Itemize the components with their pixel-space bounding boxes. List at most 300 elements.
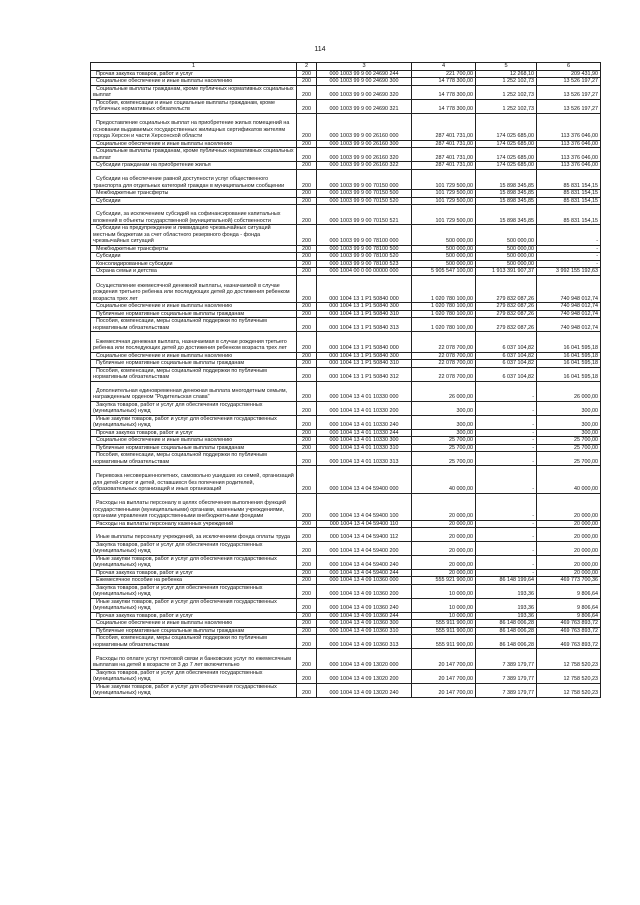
row-line-code: 200 — [297, 598, 317, 612]
row-executed-amount: - — [476, 520, 537, 528]
row-executed-amount: 279 832 087,26 — [476, 275, 537, 302]
row-approved-amount: 14 778 300,00 — [412, 85, 476, 99]
row-approved-amount: 10 000,00 — [412, 612, 476, 620]
table-row — [91, 352, 601, 360]
row-description: Расходы на выплаты персоналу казенных учреждений — [91, 520, 297, 528]
row-line-code: 200 — [297, 381, 317, 401]
row-approved-amount: 287 401 731,00 — [412, 148, 476, 162]
table-row — [91, 612, 601, 620]
row-executed-amount: - — [476, 401, 537, 415]
row-executed-amount: 500 000,00 — [476, 245, 537, 253]
row-classification-code: 000 1004 13 4 01 10330 300 — [317, 437, 412, 445]
row-approved-amount: 300,00 — [412, 401, 476, 415]
row-description: Прочая закупка товаров, работ и услуг — [91, 429, 297, 437]
row-classification-code: 000 1004 13 4 04 59400 100 — [317, 493, 412, 520]
row-line-code: 200 — [297, 620, 317, 628]
row-approved-amount: 287 401 731,00 — [412, 140, 476, 148]
row-remaining-amount: 16 041 595,18 — [537, 360, 601, 368]
table-row — [91, 683, 601, 697]
row-line-code: 200 — [297, 541, 317, 555]
row-remaining-amount: 13 526 197,27 — [537, 78, 601, 86]
row-executed-amount: 500 000,00 — [476, 260, 537, 268]
table-row — [91, 635, 601, 649]
row-executed-amount: 12 268,10 — [476, 70, 537, 78]
row-description: Дополнительная единовременная денежная выплата многодетным семьям, награжденным орденом "Родительская слава" — [91, 381, 297, 401]
row-description: Предоставление социальных выплат на приобретение жилых помещений на основании выдаваемых государственных жилищных сертификатов жителям города Херсон и части Херсонской области — [91, 113, 297, 140]
row-executed-amount: 193,36 — [476, 598, 537, 612]
row-remaining-amount: 20 000,00 — [537, 520, 601, 528]
row-remaining-amount: 740 948 012,74 — [537, 275, 601, 302]
row-line-code: 200 — [297, 452, 317, 466]
row-approved-amount: 500 000,00 — [412, 253, 476, 261]
table-row — [91, 148, 601, 162]
row-description: Прочая закупка товаров, работ и услуг — [91, 70, 297, 78]
row-description: Расходы на выплаты персоналу в целях обеспечения выполнения функций государственными (муниципальными) органами, казенными учреждениями, органами управления государственными внебюджетными фондами — [91, 493, 297, 520]
row-classification-code: 000 1004 13 1 P1 50840 300 — [317, 303, 412, 311]
row-remaining-amount: 3 992 155 192,63 — [537, 268, 601, 276]
row-classification-code: 000 1004 13 4 09 10360 000 — [317, 577, 412, 585]
row-classification-code: 000 1004 13 4 09 10360 313 — [317, 635, 412, 649]
row-approved-amount: 101 729 500,00 — [412, 205, 476, 225]
row-executed-amount: - — [476, 444, 537, 452]
row-line-code: 200 — [297, 528, 317, 542]
row-approved-amount: 1 020 780 100,00 — [412, 310, 476, 318]
row-classification-code: 000 1004 13 1 P1 50840 310 — [317, 360, 412, 368]
row-description: Субсидии на обеспечение равной доступности услуг общественного транспорта для отдельных категорий граждан в муниципальном сообщении — [91, 169, 297, 189]
row-executed-amount: 500 000,00 — [476, 253, 537, 261]
row-remaining-amount: 16 041 595,18 — [537, 352, 601, 360]
row-line-code: 200 — [297, 415, 317, 429]
row-approved-amount: 555 911 900,00 — [412, 620, 476, 628]
row-classification-code: 000 1004 13 4 01 10330 310 — [317, 444, 412, 452]
row-remaining-amount: 85 831 154,15 — [537, 205, 601, 225]
column-number-row — [91, 63, 601, 71]
row-classification-code: 000 1003 99 9 00 78100 520 — [317, 253, 412, 261]
row-line-code: 200 — [297, 253, 317, 261]
column-number: 4 — [412, 63, 476, 71]
row-line-code: 200 — [297, 360, 317, 368]
row-line-code: 200 — [297, 268, 317, 276]
row-executed-amount: 6 037 104,82 — [476, 360, 537, 368]
row-classification-code: 000 1004 13 4 04 59400 000 — [317, 466, 412, 493]
row-line-code: 200 — [297, 190, 317, 198]
row-classification-code: 000 1003 99 9 00 26160 322 — [317, 162, 412, 170]
row-classification-code: 000 1003 99 9 00 26160 300 — [317, 140, 412, 148]
row-classification-code: 000 1003 99 9 00 24690 320 — [317, 85, 412, 99]
row-remaining-amount: 20 000,00 — [537, 541, 601, 555]
row-approved-amount: 25 700,00 — [412, 437, 476, 445]
row-executed-amount: 86 148 006,28 — [476, 620, 537, 628]
table-row — [91, 260, 601, 268]
row-classification-code: 000 1004 13 4 01 10330 244 — [317, 429, 412, 437]
row-remaining-amount: 469 763 893,72 — [537, 620, 601, 628]
row-executed-amount: 1 252 102,73 — [476, 85, 537, 99]
table-row — [91, 70, 601, 78]
row-classification-code: 000 1004 13 1 P1 50840 313 — [317, 318, 412, 332]
row-line-code: 200 — [297, 275, 317, 302]
column-number: 5 — [476, 63, 537, 71]
row-remaining-amount: 209 431,90 — [537, 70, 601, 78]
row-executed-amount: - — [476, 466, 537, 493]
row-remaining-amount: 300,00 — [537, 429, 601, 437]
row-line-code: 200 — [297, 584, 317, 598]
row-line-code: 200 — [297, 78, 317, 86]
row-approved-amount: 555 911 900,00 — [412, 635, 476, 649]
row-line-code: 200 — [297, 140, 317, 148]
row-remaining-amount: 25 700,00 — [537, 444, 601, 452]
row-executed-amount: - — [476, 555, 537, 569]
row-executed-amount: 174 025 685,00 — [476, 113, 537, 140]
row-description: Социальные выплаты гражданам, кроме публичных нормативных социальных выплат — [91, 148, 297, 162]
table-row — [91, 669, 601, 683]
row-description: Закупка товаров, работ и услуг для обеспечения государственных (муниципальных) нужд — [91, 401, 297, 415]
row-classification-code: 000 1004 13 4 01 10330 200 — [317, 401, 412, 415]
row-description: Иные закупки товаров, работ и услуг для обеспечения государственных (муниципальных) нужд — [91, 415, 297, 429]
row-line-code: 200 — [297, 245, 317, 253]
row-classification-code: 000 1003 99 9 00 24690 321 — [317, 99, 412, 113]
row-executed-amount: 7 389 179,77 — [476, 683, 537, 697]
row-remaining-amount: 113 376 046,00 — [537, 148, 601, 162]
table-row — [91, 520, 601, 528]
row-classification-code: 000 1004 13 4 04 59400 200 — [317, 541, 412, 555]
row-approved-amount: 555 911 900,00 — [412, 627, 476, 635]
row-classification-code: 000 1003 99 9 00 26160 000 — [317, 113, 412, 140]
row-remaining-amount: 12 758 520,23 — [537, 669, 601, 683]
row-executed-amount: 279 832 087,26 — [476, 310, 537, 318]
row-approved-amount: 20 000,00 — [412, 520, 476, 528]
row-remaining-amount: 85 831 154,15 — [537, 197, 601, 205]
row-approved-amount: 20 000,00 — [412, 528, 476, 542]
row-remaining-amount: 26 000,00 — [537, 381, 601, 401]
table-row — [91, 429, 601, 437]
row-remaining-amount: - — [537, 245, 601, 253]
row-classification-code: 000 1004 13 4 09 10360 244 — [317, 612, 412, 620]
table-row — [91, 190, 601, 198]
table-row — [91, 555, 601, 569]
row-classification-code: 000 1003 99 9 00 78100 523 — [317, 260, 412, 268]
row-executed-amount: 86 148 006,28 — [476, 635, 537, 649]
row-approved-amount: 500 000,00 — [412, 245, 476, 253]
row-line-code: 200 — [297, 197, 317, 205]
row-description: Пособия, компенсации и иные социальные выплаты гражданам, кроме публичных нормативных обязательств — [91, 99, 297, 113]
row-classification-code: 000 1004 00 0 00 00000 000 — [317, 268, 412, 276]
row-remaining-amount: 13 526 197,27 — [537, 99, 601, 113]
row-approved-amount: 25 700,00 — [412, 452, 476, 466]
table-row — [91, 225, 601, 246]
row-line-code: 200 — [297, 367, 317, 381]
table-row — [91, 381, 601, 401]
row-approved-amount: 10 000,00 — [412, 584, 476, 598]
table-row — [91, 78, 601, 86]
row-classification-code: 000 1004 13 4 01 10330 240 — [317, 415, 412, 429]
row-line-code: 200 — [297, 162, 317, 170]
row-executed-amount: - — [476, 381, 537, 401]
column-number: 1 — [91, 63, 297, 71]
column-number: 2 — [297, 63, 317, 71]
table-row — [91, 140, 601, 148]
row-approved-amount: 101 729 500,00 — [412, 197, 476, 205]
row-remaining-amount: 20 000,00 — [537, 569, 601, 577]
row-remaining-amount: 25 700,00 — [537, 437, 601, 445]
row-approved-amount: 14 778 300,00 — [412, 78, 476, 86]
row-remaining-amount: 20 000,00 — [537, 555, 601, 569]
row-line-code: 200 — [297, 466, 317, 493]
page-number: 114 — [314, 46, 326, 53]
row-description: Социальное обеспечение и иные выплаты населению — [91, 437, 297, 445]
row-executed-amount: 1 252 102,73 — [476, 99, 537, 113]
row-line-code: 200 — [297, 85, 317, 99]
row-description: Охрана семьи и детства — [91, 268, 297, 276]
row-description: Межбюджетные трансферты — [91, 245, 297, 253]
row-description: Субсидии — [91, 197, 297, 205]
row-description: Публичные нормативные социальные выплаты гражданам — [91, 310, 297, 318]
row-line-code: 200 — [297, 352, 317, 360]
row-approved-amount: 287 401 731,00 — [412, 162, 476, 170]
row-remaining-amount: 20 000,00 — [537, 528, 601, 542]
table-row — [91, 332, 601, 352]
row-remaining-amount: 469 763 893,72 — [537, 635, 601, 649]
table-row — [91, 169, 601, 189]
row-remaining-amount: 113 376 046,00 — [537, 162, 601, 170]
column-number: 3 — [317, 63, 412, 71]
row-description: Ежемесячное пособие на ребенка — [91, 577, 297, 585]
row-executed-amount: 7 389 179,77 — [476, 649, 537, 669]
row-remaining-amount: 740 948 012,74 — [537, 318, 601, 332]
row-remaining-amount: 12 758 520,23 — [537, 683, 601, 697]
row-remaining-amount: 9 806,64 — [537, 598, 601, 612]
row-description: Ежемесячная денежная выплата, назначаемая в случае рождения третьего ребенка или последующих детей до достижения ребенком возраста трех лет — [91, 332, 297, 352]
row-executed-amount: 6 037 104,82 — [476, 352, 537, 360]
row-executed-amount: - — [476, 415, 537, 429]
row-classification-code: 000 1004 13 4 04 59400 110 — [317, 520, 412, 528]
row-description: Субсидии, за исключением субсидий на софинансирование капитальных вложений в объекты государственной (муниципальной) собственности — [91, 205, 297, 225]
row-classification-code: 000 1003 99 9 00 70150 000 — [317, 169, 412, 189]
row-classification-code: 000 1004 13 4 04 59400 244 — [317, 569, 412, 577]
row-line-code: 200 — [297, 310, 317, 318]
row-classification-code: 000 1003 99 9 00 26160 320 — [317, 148, 412, 162]
row-approved-amount: 20 000,00 — [412, 555, 476, 569]
row-executed-amount: 1 913 391 907,37 — [476, 268, 537, 276]
row-approved-amount: 20 000,00 — [412, 569, 476, 577]
row-line-code: 200 — [297, 493, 317, 520]
row-approved-amount: 1 020 780 100,00 — [412, 275, 476, 302]
row-executed-amount: 6 037 104,82 — [476, 367, 537, 381]
row-line-code: 200 — [297, 332, 317, 352]
table-row — [91, 415, 601, 429]
row-executed-amount: 279 832 087,26 — [476, 318, 537, 332]
row-approved-amount: 40 000,00 — [412, 466, 476, 493]
row-approved-amount: 20 000,00 — [412, 493, 476, 520]
table-row — [91, 444, 601, 452]
row-remaining-amount: 113 376 046,00 — [537, 113, 601, 140]
row-description: Осуществление ежемесячной денежной выплаты, назначаемой в случае рождения третьего ребенка или последующих детей до достижения ребенком возраста трех лет — [91, 275, 297, 302]
row-approved-amount: 1 020 780 100,00 — [412, 318, 476, 332]
column-number: 6 — [537, 63, 601, 71]
table-row — [91, 649, 601, 669]
row-approved-amount: 500 000,00 — [412, 260, 476, 268]
table-row — [91, 493, 601, 520]
row-classification-code: 000 1003 99 9 00 70150 500 — [317, 190, 412, 198]
row-executed-amount: 7 389 179,77 — [476, 669, 537, 683]
row-approved-amount: 22 078 700,00 — [412, 352, 476, 360]
row-executed-amount: 174 025 685,00 — [476, 162, 537, 170]
row-executed-amount: 15 898 345,85 — [476, 197, 537, 205]
row-remaining-amount: 12 758 520,23 — [537, 649, 601, 669]
table-row — [91, 85, 601, 99]
table-row — [91, 620, 601, 628]
row-description: Закупка товаров, работ и услуг для обеспечения государственных (муниципальных) нужд — [91, 669, 297, 683]
row-approved-amount: 5 905 547 100,00 — [412, 268, 476, 276]
row-classification-code: 000 1003 99 9 00 78100 500 — [317, 245, 412, 253]
row-remaining-amount: - — [537, 225, 601, 246]
row-description: Прочая закупка товаров, работ и услуг — [91, 612, 297, 620]
row-executed-amount: 15 898 345,85 — [476, 190, 537, 198]
row-line-code: 200 — [297, 569, 317, 577]
row-remaining-amount: 113 376 046,00 — [537, 140, 601, 148]
row-approved-amount: 20 000,00 — [412, 541, 476, 555]
row-description: Субсидии на предупреждение и ликвидацию чрезвычайных ситуаций местным бюджетам за счет областного резервного фонда - фонда чрезвычайных ситуаций — [91, 225, 297, 246]
row-classification-code: 000 1003 99 9 00 24690 244 — [317, 70, 412, 78]
row-classification-code: 000 1003 99 9 00 78100 000 — [317, 225, 412, 246]
row-executed-amount: 279 832 087,26 — [476, 303, 537, 311]
row-classification-code: 000 1004 13 4 09 10360 240 — [317, 598, 412, 612]
row-line-code: 200 — [297, 555, 317, 569]
table-row — [91, 197, 601, 205]
row-classification-code: 000 1004 13 4 09 10360 200 — [317, 584, 412, 598]
row-executed-amount: - — [476, 541, 537, 555]
row-classification-code: 000 1004 13 1 P1 50840 312 — [317, 367, 412, 381]
row-line-code: 200 — [297, 148, 317, 162]
row-remaining-amount: 16 041 595,18 — [537, 332, 601, 352]
row-executed-amount: - — [476, 569, 537, 577]
row-line-code: 200 — [297, 669, 317, 683]
table-row — [91, 310, 601, 318]
row-remaining-amount: 300,00 — [537, 415, 601, 429]
row-approved-amount: 221 700,00 — [412, 70, 476, 78]
row-classification-code: 000 1004 13 4 09 13020 240 — [317, 683, 412, 697]
row-classification-code: 000 1003 99 9 00 24690 300 — [317, 78, 412, 86]
row-approved-amount: 555 921 900,00 — [412, 577, 476, 585]
row-executed-amount: - — [476, 528, 537, 542]
row-description: Субсидии — [91, 253, 297, 261]
row-line-code: 200 — [297, 401, 317, 415]
row-classification-code: 000 1004 13 4 01 10330 000 — [317, 381, 412, 401]
row-executed-amount: 1 252 102,73 — [476, 78, 537, 86]
row-line-code: 200 — [297, 169, 317, 189]
row-approved-amount: 20 147 700,00 — [412, 683, 476, 697]
table-row — [91, 541, 601, 555]
row-description: Иные закупки товаров, работ и услуг для обеспечения государственных (муниципальных) нужд — [91, 598, 297, 612]
row-remaining-amount: 13 526 197,27 — [537, 85, 601, 99]
row-classification-code: 000 1004 13 4 09 13020 000 — [317, 649, 412, 669]
row-approved-amount: 25 700,00 — [412, 444, 476, 452]
row-description: Иные выплаты персоналу учреждений, за исключением фонда оплаты труда — [91, 528, 297, 542]
table-row — [91, 268, 601, 276]
budget-execution-table — [90, 62, 601, 698]
row-executed-amount: 86 148 199,64 — [476, 577, 537, 585]
table-row — [91, 577, 601, 585]
row-description: Социальное обеспечение и иные выплаты населению — [91, 140, 297, 148]
row-classification-code: 000 1003 99 9 00 70150 520 — [317, 197, 412, 205]
table-row — [91, 99, 601, 113]
row-line-code: 200 — [297, 683, 317, 697]
row-remaining-amount: 740 948 012,74 — [537, 310, 601, 318]
row-remaining-amount: 85 831 154,15 — [537, 190, 601, 198]
row-approved-amount: 14 778 300,00 — [412, 99, 476, 113]
table-row — [91, 627, 601, 635]
row-executed-amount: 174 025 685,00 — [476, 148, 537, 162]
row-executed-amount: - — [476, 493, 537, 520]
row-line-code: 200 — [297, 627, 317, 635]
row-line-code: 200 — [297, 635, 317, 649]
row-description: Пособия, компенсации, меры социальной поддержки по публичным нормативным обязательствам — [91, 452, 297, 466]
row-description: Закупка товаров, работ и услуг для обеспечения государственных (муниципальных) нужд — [91, 584, 297, 598]
table-row — [91, 598, 601, 612]
row-remaining-amount: 469 763 893,72 — [537, 627, 601, 635]
row-description: Социальное обеспечение и иные выплаты населению — [91, 78, 297, 86]
row-approved-amount: 500 000,00 — [412, 225, 476, 246]
row-description: Публичные нормативные социальные выплаты гражданам — [91, 444, 297, 452]
row-classification-code: 000 1004 13 4 04 59400 112 — [317, 528, 412, 542]
row-classification-code: 000 1004 13 4 09 10360 300 — [317, 620, 412, 628]
row-remaining-amount: 20 000,00 — [537, 493, 601, 520]
row-executed-amount: 15 898 345,85 — [476, 205, 537, 225]
row-approved-amount: 20 147 700,00 — [412, 669, 476, 683]
row-remaining-amount: 300,00 — [537, 401, 601, 415]
row-description: Публичные нормативные социальные выплаты гражданам — [91, 360, 297, 368]
row-description: Межбюджетные трансферты — [91, 190, 297, 198]
row-approved-amount: 22 078 700,00 — [412, 367, 476, 381]
table-row — [91, 205, 601, 225]
row-description: Публичные нормативные социальные выплаты гражданам — [91, 627, 297, 635]
row-description: Социальное обеспечение и иные выплаты населению — [91, 620, 297, 628]
row-executed-amount: - — [476, 437, 537, 445]
row-classification-code: 000 1003 99 9 00 70150 521 — [317, 205, 412, 225]
row-classification-code: 000 1004 13 4 09 13020 200 — [317, 669, 412, 683]
row-line-code: 200 — [297, 520, 317, 528]
row-executed-amount: - — [476, 452, 537, 466]
row-approved-amount: 1 020 780 100,00 — [412, 303, 476, 311]
row-executed-amount: 500 000,00 — [476, 225, 537, 246]
row-description: Социальное обеспечение и иные выплаты населению — [91, 352, 297, 360]
row-remaining-amount: - — [537, 253, 601, 261]
row-executed-amount: 6 037 104,82 — [476, 332, 537, 352]
table-row — [91, 367, 601, 381]
row-approved-amount: 22 078 700,00 — [412, 332, 476, 352]
row-approved-amount: 300,00 — [412, 415, 476, 429]
row-remaining-amount: 740 948 012,74 — [537, 303, 601, 311]
row-description: Иные закупки товаров, работ и услуг для обеспечения государственных (муниципальных) нужд — [91, 683, 297, 697]
row-remaining-amount: - — [537, 260, 601, 268]
row-executed-amount: 15 898 345,85 — [476, 169, 537, 189]
row-line-code: 200 — [297, 260, 317, 268]
table-row — [91, 253, 601, 261]
table-row — [91, 303, 601, 311]
table-row — [91, 113, 601, 140]
row-approved-amount: 26 000,00 — [412, 381, 476, 401]
row-line-code: 200 — [297, 205, 317, 225]
table-row — [91, 162, 601, 170]
row-remaining-amount: 469 773 700,36 — [537, 577, 601, 585]
row-description: Пособия, компенсации, меры социальной поддержки по публичным нормативным обязательствам — [91, 635, 297, 649]
table-row — [91, 584, 601, 598]
row-description: Пособия, компенсации, меры социальной поддержки по публичным нормативным обязательствам — [91, 367, 297, 381]
row-remaining-amount: 9 806,64 — [537, 584, 601, 598]
table-row — [91, 528, 601, 542]
row-line-code: 200 — [297, 577, 317, 585]
row-classification-code: 000 1004 13 1 P1 50840 000 — [317, 332, 412, 352]
row-line-code: 200 — [297, 429, 317, 437]
